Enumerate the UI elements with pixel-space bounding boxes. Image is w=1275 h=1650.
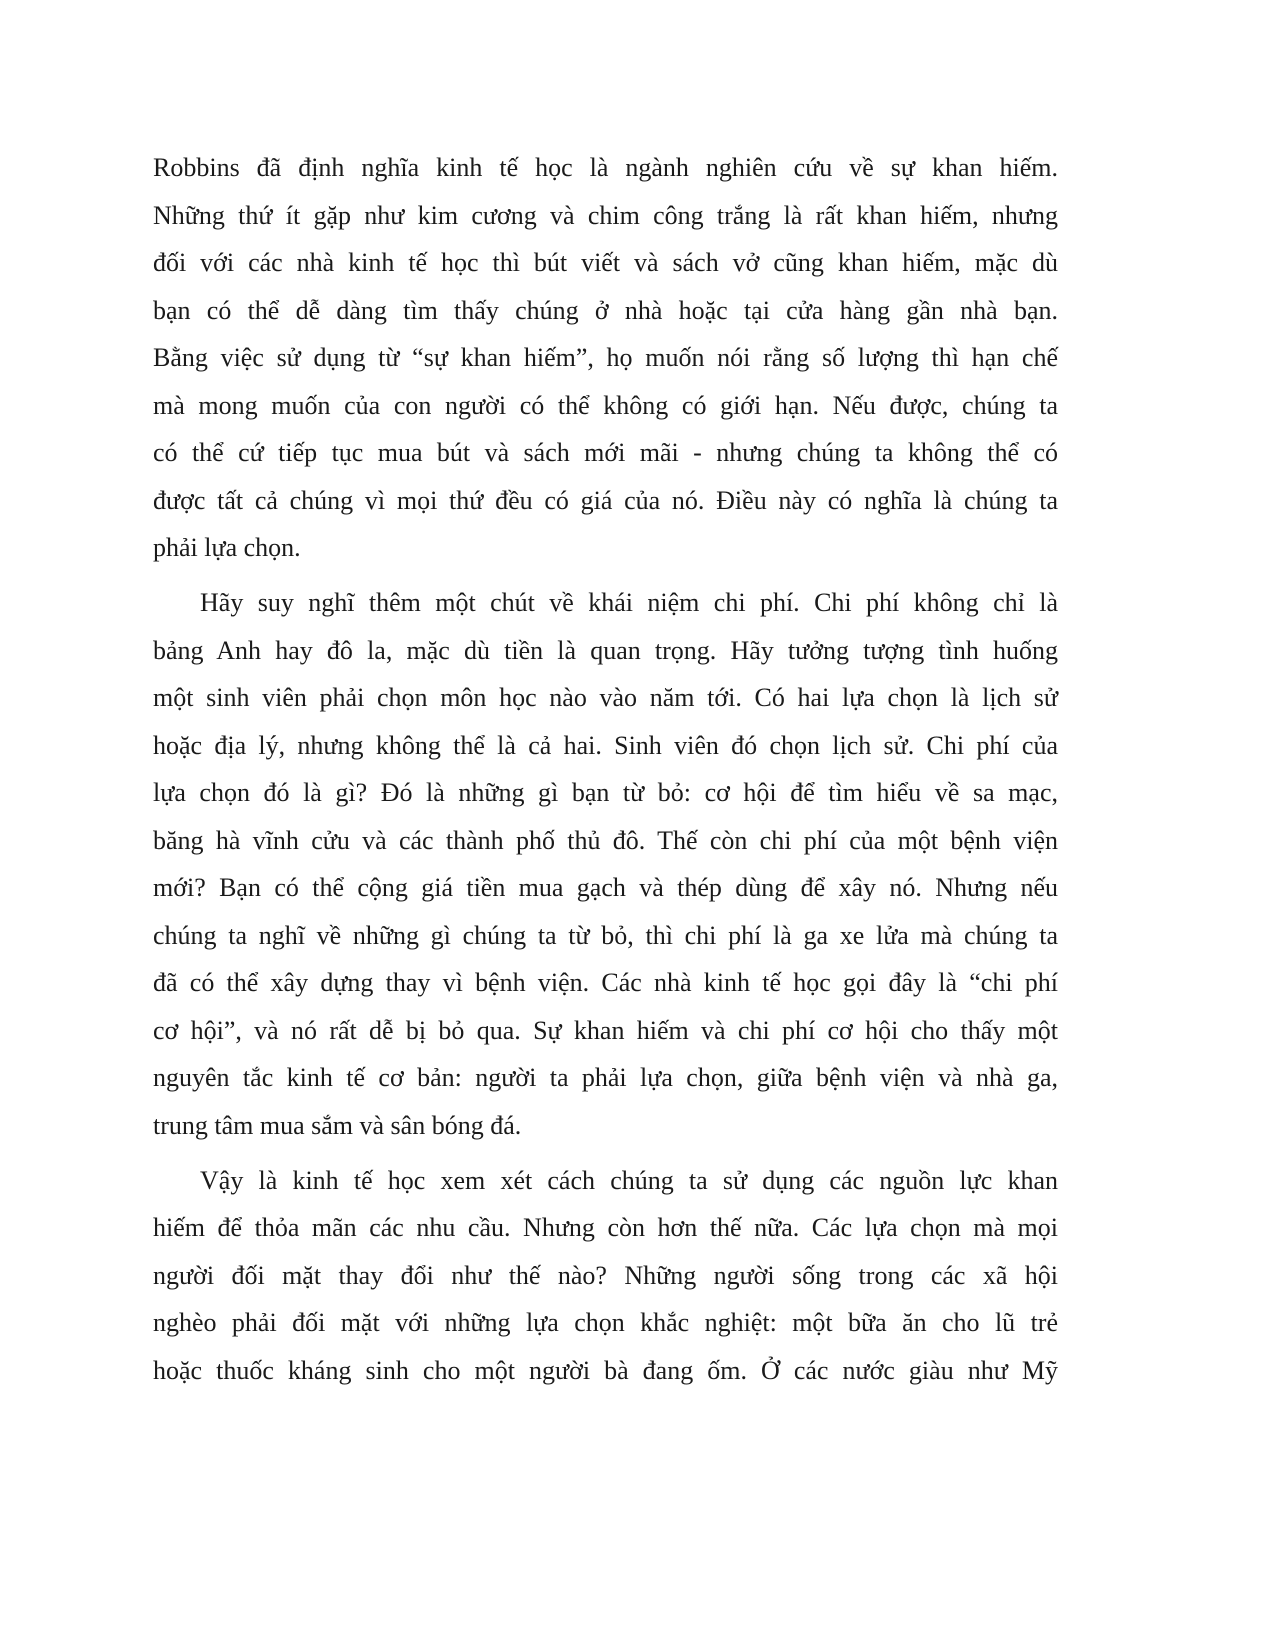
text-line: Những thứ ít gặp như kim cương và chim công trắng là rất khan hiếm, nhưng: [153, 200, 1058, 230]
text-line: phải lựa chọn.: [153, 533, 301, 562]
text-line: đã có thể xây dựng thay vì bệnh viện. Các nhà kinh tế học gọi đây là “chi phí: [153, 968, 1058, 997]
paragraph-2: [153, 579, 1058, 1149]
text-line: trung tâm mua sắm và sân bóng đá.: [153, 1110, 522, 1140]
text-line: Robbins đã định nghĩa kinh tế học là ngành nghiên cứu về sự khan hiếm.: [153, 153, 1058, 182]
text-line: một sinh viên phải chọn môn học nào vào năm tới. Có hai lựa chọn là lịch sử: [153, 683, 1058, 712]
text-line: Vậy là kinh tế học xem xét cách chúng ta sử dụng các nguồn lực khan: [200, 1165, 1058, 1195]
text-line: đối với các nhà kinh tế học thì bút viết và sách vở cũng khan hiếm, mặc dù: [153, 248, 1058, 277]
text-line: có thể cứ tiếp tục mua bút và sách mới mãi - nhưng chúng ta không thể có: [153, 438, 1058, 467]
text-line: bảng Anh hay đô la, mặc dù tiền là quan trọng. Hãy tưởng tượng tình huống: [153, 635, 1058, 665]
text-line: nguyên tắc kinh tế cơ bản: người ta phải lựa chọn, giữa bệnh viện và nhà ga,: [153, 1063, 1058, 1092]
text-line: người đối mặt thay đổi như thế nào? Những người sống trong các xã hội: [153, 1260, 1058, 1290]
text-line: mà mong muốn của con người có thể không có giới hạn. Nếu được, chúng ta: [153, 390, 1058, 420]
text-line: chúng ta nghĩ về những gì chúng ta từ bỏ, thì chi phí là ga xe lửa mà chúng ta: [153, 920, 1058, 950]
text-line: hoặc thuốc kháng sinh cho một người bà đang ốm. Ở các nước giàu như Mỹ: [153, 1355, 1058, 1385]
text-line: băng hà vĩnh cửu và các thành phố thủ đô. Thế còn chi phí của một bệnh viện: [153, 825, 1058, 855]
text-line: Hãy suy nghĩ thêm một chút về khái niệm chi phí. Chi phí không chỉ là: [200, 588, 1058, 617]
text-line: lựa chọn đó là gì? Đó là những gì bạn từ bỏ: cơ hội để tìm hiểu về sa mạc,: [153, 778, 1058, 807]
document-page: [153, 144, 1058, 1402]
text-line: bạn có thể dễ dàng tìm thấy chúng ở nhà hoặc tại cửa hàng gần nhà bạn.: [153, 295, 1058, 325]
text-line: được tất cả chúng vì mọi thứ đều có giá của nó. Điều này có nghĩa là chúng ta: [153, 485, 1058, 515]
text-line: hiếm để thỏa mãn các nhu cầu. Nhưng còn hơn thế nữa. Các lựa chọn mà mọi: [153, 1213, 1058, 1242]
paragraph-1: [153, 144, 1058, 572]
text-line: nghèo phải đối mặt với những lựa chọn khắc nghiệt: một bữa ăn cho lũ trẻ: [153, 1308, 1058, 1337]
paragraph-3: [153, 1157, 1058, 1395]
text-line: cơ hội”, và nó rất dễ bị bỏ qua. Sự khan hiếm và chi phí cơ hội cho thấy một: [153, 1015, 1058, 1045]
text-line: mới? Bạn có thể cộng giá tiền mua gạch và thép dùng để xây nó. Nhưng nếu: [153, 873, 1058, 902]
text-line: Bằng việc sử dụng từ “sự khan hiếm”, họ muốn nói rằng số lượng thì hạn chế: [153, 343, 1058, 372]
text-line: hoặc địa lý, nhưng không thể là cả hai. Sinh viên đó chọn lịch sử. Chi phí của: [153, 730, 1058, 760]
